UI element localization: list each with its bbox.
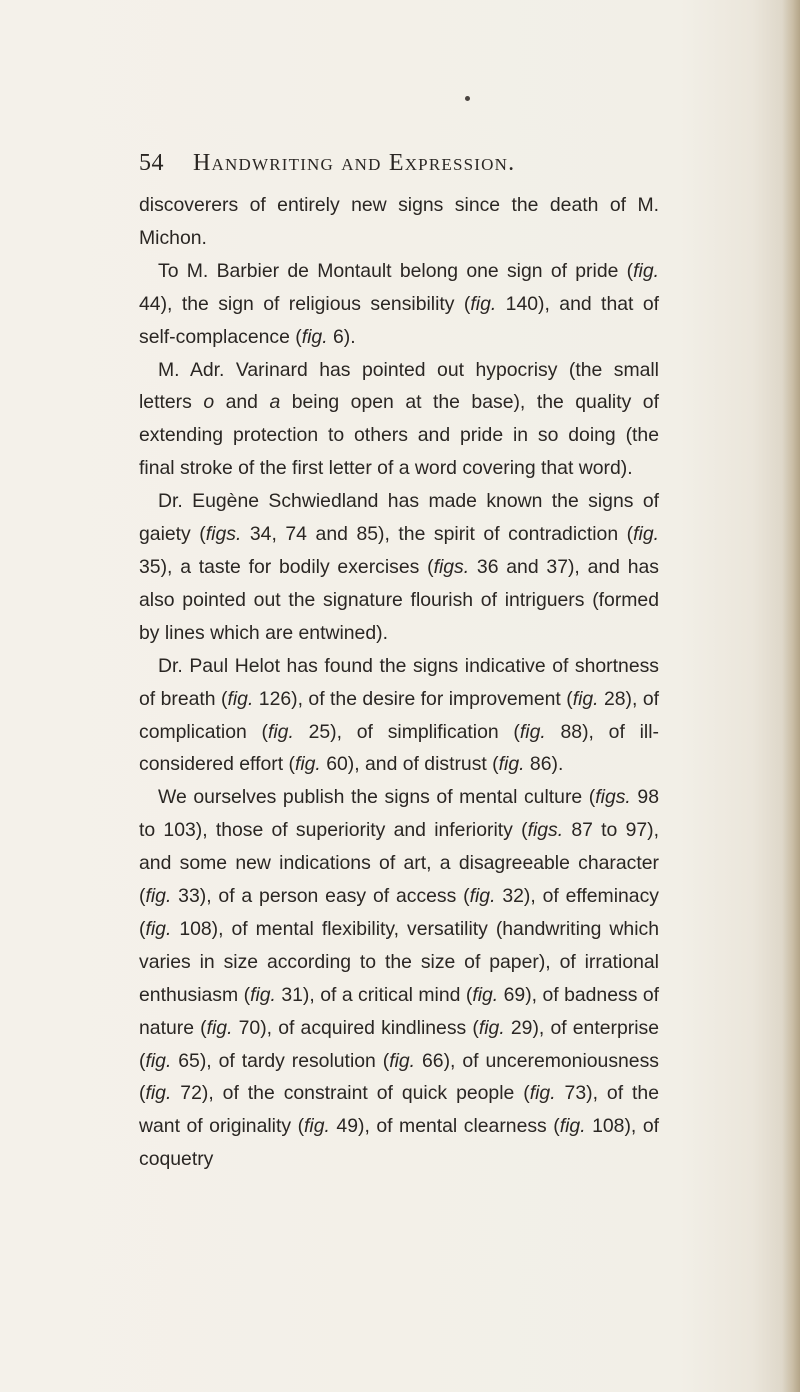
- paragraph-continuation: discoverers of entirely new signs since the death of M. Michon.: [139, 194, 659, 249]
- paragraph-schwiedland: Dr. Eugène Schwiedland has made known the signs of gaiety (figs. 34, 74 and 85), the spirit of contradiction (fig. 35), a taste for bodily exercises (figs. 36 and 37), and has also pointed out the signature flourish of intriguers (formed by lines which are entwined).: [139, 490, 659, 644]
- page-header: [139, 146, 659, 180]
- paragraph-barbier: To M. Barbier de Montault belong one sign of pride (fig. 44), the sign of religious sensibility (fig. 140), and that of self-complacence (fig. 6).: [139, 259, 659, 348]
- paragraph-varinard: M. Adr. Varinard has pointed out hypocrisy (the small letters o and a being open at the base), the quality of extending protection to others and pride in so doing (the final stroke of the first letter of a word covering that word).: [139, 358, 659, 480]
- page-number: 54: [139, 150, 164, 176]
- paragraph-helot: Dr. Paul Helot has found the signs indicative of shortness of breath (fig. 126), of the desire for improvement (fig. 28), of complication (fig. 25), of simplification (fig. 88), of ill-considered effort (fig. 60), and of distrust (fig. 86).: [139, 654, 660, 776]
- ink-speck: [465, 96, 470, 101]
- paragraph-ourselves: We ourselves publish the signs of mental culture (figs. 98 to 103), those of superiority and inferiority (figs. 87 to 97), and some new indications of art, a disagreeable character (fig. 33), of a person easy of access (fig. 32), of effeminacy (fig. 108), of mental flexibility, versatility (handwriting which varies in size according to the size of paper), of irrational enthusiasm (fig. 31), of a critical mind (fig. 69), of badness of nature (fig. 70), of acquired kindliness (fig. 29), of enterprise (fig. 65), of tardy resolution (fig. 66), of unceremoniousness (fig. 72), of the constraint of quick people (fig. 73), of the want of originality (fig. 49), of mental clearness (fig. 108), of coquetry: [139, 786, 659, 1171]
- body-text: [139, 189, 659, 1176]
- page-edge-shadow: [782, 0, 800, 1392]
- running-head: Handwriting and Expression.: [193, 150, 516, 176]
